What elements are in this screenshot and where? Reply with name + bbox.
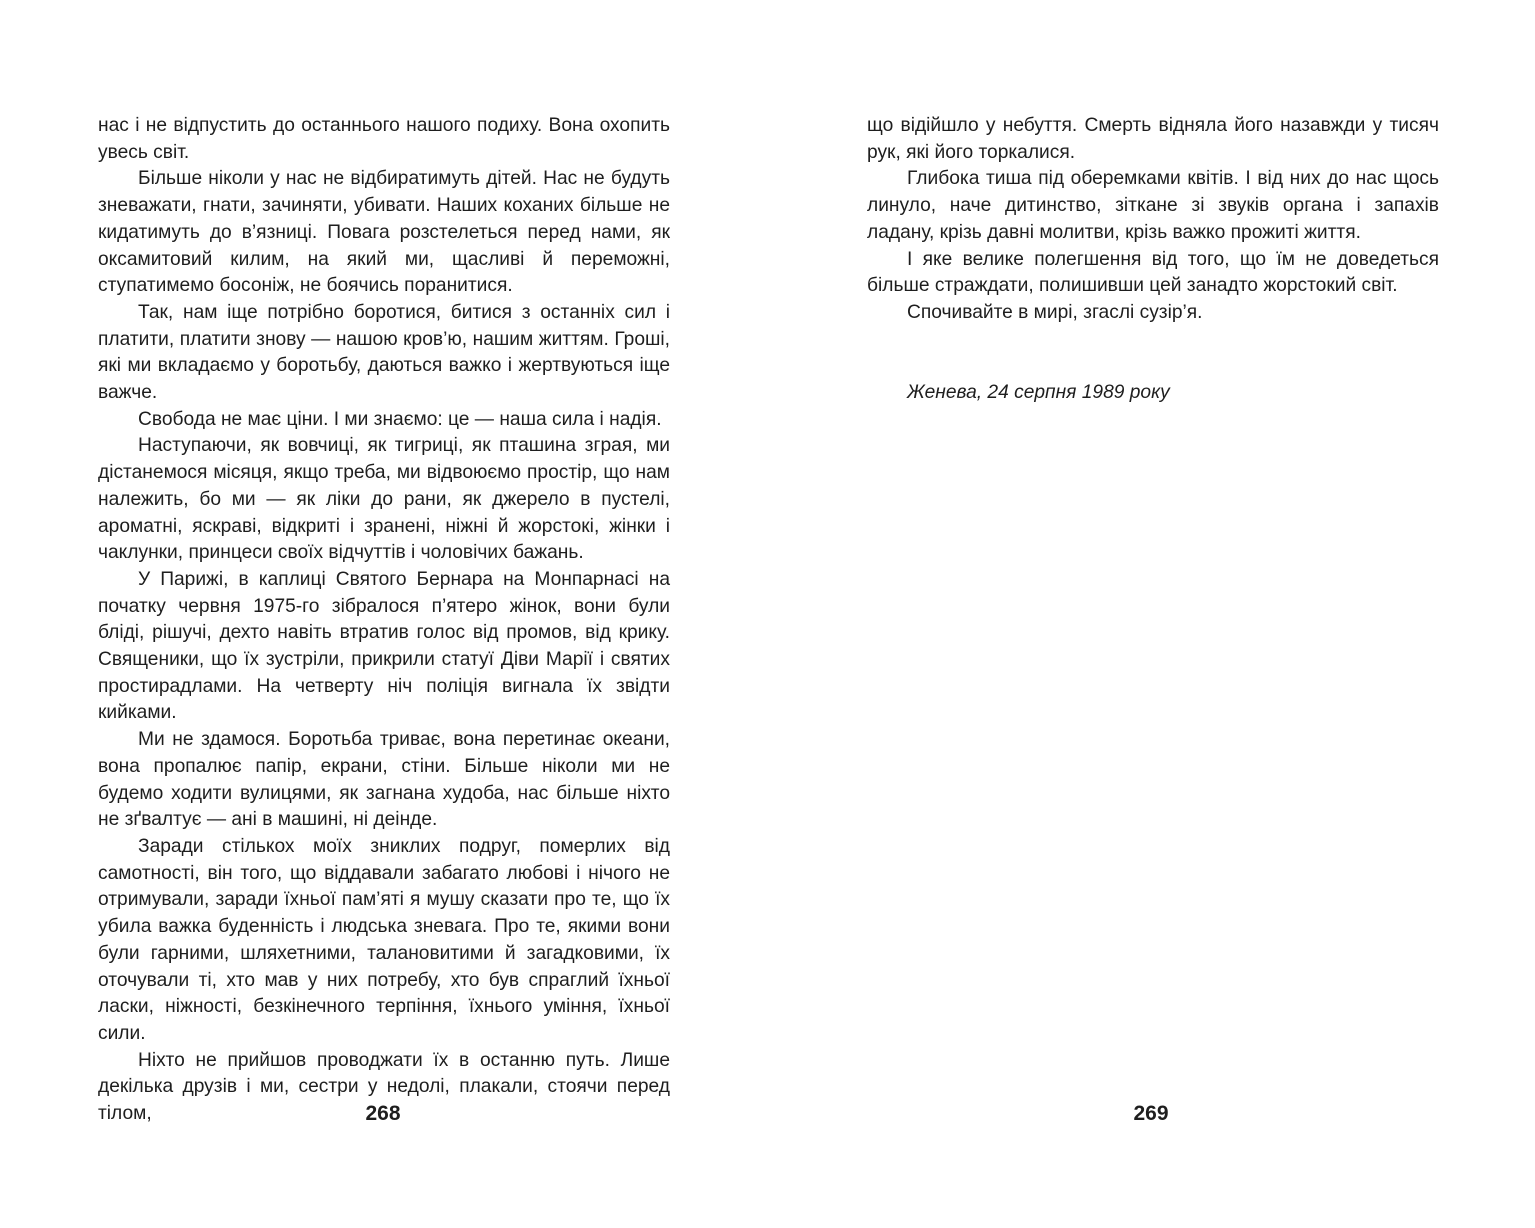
right-page <box>867 0 1439 1228</box>
paragraph: Свобода не має ціни. І ми знаємо: це — наша сила і надія. <box>138 408 662 430</box>
paragraph: У Парижі, в каплиці Святого Бернара на Монпарнасі на початку червня 1975-го зібралося п’ятеро жінок, вони були бліді, рішучі, дехто навіть втратив голос від промов, від крику. Священики, що їх зустріли, прикрили статуї Діви Марії і святих простирадлами. На четверту ніч поліція вигнала їх звідти кийками. <box>98 568 670 724</box>
paragraph: що відійшло у небуття. Смерть відняла його назавжди у тисяч рук, які його торкалися. <box>867 115 1439 163</box>
left-page-text <box>98 113 670 1128</box>
paragraph: І яке велике полегшення від того, що їм не доведеться більше страждати, полишивши цей занадто жорстокий світ. <box>867 248 1439 297</box>
right-page-text <box>867 113 1439 406</box>
dateline: Женева, 24 серпня 1989 року <box>907 381 1170 403</box>
paragraph: Ми не здамося. Боротьба триває, вона перетинає океани, вона пропалює папір, екрани, стіни. Більше ніколи ми не будемо ходити вулицями, як загнана худоба, нас більше ніхто не зґвалтує — ані в машині, ні деінде. <box>98 729 670 831</box>
left-page <box>98 0 670 1228</box>
paragraph: Так, нам іще потрібно боротися, битися з останніх сил і платити, платити знову — нашою кров’ю, нашим життям. Гроші, які ми вкладаємо у боротьбу, даються важко і жертвуються іще важче. <box>98 301 670 404</box>
paragraph: Більше ніколи у нас не відбиратимуть дітей. Нас не будуть зневажати, гнати, зачиняти, убивати. Наших коханих більше не кидатимуть до в’язниці. Повага розстелеться перед нами, як оксамитовий килим, на який ми, щасливі й переможні, ступатимемо босоніж, не боячись поранитися. <box>98 168 670 297</box>
paragraph: Ніхто не прийшов проводжати їх в останню путь. Лише декілька друзів і ми, сестри у недолі, плакали, стоячи перед тілом, <box>98 1049 670 1125</box>
paragraph: Глибока тиша під оберемками квітів. І від них до нас щось линуло, наче дитинство, зіткане зі звуків органа і запахів ладану, крізь давні молитви, крізь важко прожиті життя. <box>867 168 1439 243</box>
paragraph: Спочивайте в мирі, згаслі сузір’я. <box>907 301 1203 323</box>
page-number-right: 269 <box>1133 1102 1169 1125</box>
paragraph: нас і не відпустить до останнього нашого подиху. Вона охопить увесь світ. <box>98 115 670 163</box>
page-number-left: 268 <box>365 1102 401 1125</box>
paragraph: Заради стількох моїх зниклих подруг, померлих від самотності, він того, що віддавали забагато любові і нічого не отримували, заради їхньої пам’яті я мушу сказати про те, що їх убила важка буденність і людська зневага. Про те, якими вони були гарними, шляхетними, талановитими й загадковими, їх оточували ті, хто мав у них потребу, хто був спраглий їхньої ласки, ніжності, безкінечного терпіння, їхнього уміння, їхньої сили. <box>98 835 670 1044</box>
paragraph: Наступаючи, як вовчиці, як тигриці, як пташина зграя, ми дістанемося місяця, якщо треба, ми відвоюємо простір, що нам належить, бо ми — як ліки до рани, як джерело в пустелі, ароматні, яскраві, відкриті і зранені, ніжні й жорстокі, жінки і чаклунки, принцеси своїх відчуттів і чоловічих бажань. <box>98 435 670 564</box>
